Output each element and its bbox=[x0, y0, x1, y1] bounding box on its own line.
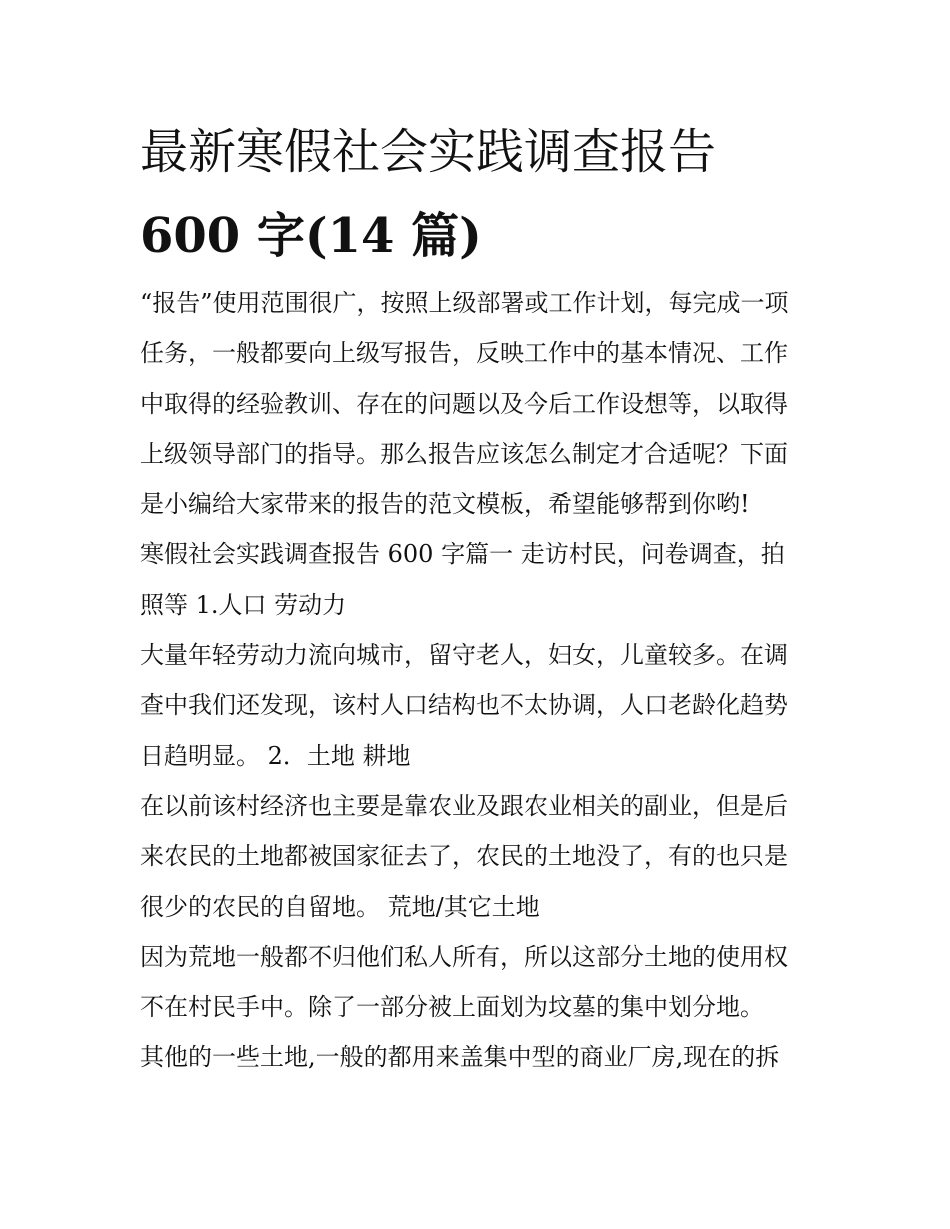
body-line-12: 来农民的土地都被国家征去了，农民的土地没了，有的也只是 bbox=[140, 842, 788, 871]
document-body bbox=[140, 278, 812, 1083]
body-line-3: 中取得的经验教训、存在的问题以及今后工作设想等，以取得 bbox=[140, 389, 788, 418]
body-line-2: 任务，一般都要向上级写报告，反映工作中的基本情况、工作 bbox=[140, 339, 788, 368]
body-line-11: 在以前该村经济也主要是靠农业及跟农业相关的副业，但是后 bbox=[140, 791, 788, 820]
body-line-15: 不在村民手中。除了一部分被上面划为坟墓的集中划分地。 bbox=[140, 993, 764, 1022]
body-line-5: 是小编给大家带来的报告的范文模板，希望能够帮到你哟! bbox=[140, 490, 750, 519]
body-line-8: 大量年轻劳动力流向城市，留守老人，妇女，儿童较多。在调 bbox=[140, 641, 788, 670]
body-line-1: “报告”使用范围很广，按照上级部署或工作计划，每完成一项 bbox=[140, 289, 789, 317]
body-line-6: 寒假社会实践调查报告 600 字篇一 走访村民，问卷调查，拍 bbox=[140, 540, 785, 569]
body-line-16: 其他的一些土地,一般的都用来盖集中型的商业厂房,现在的拆 bbox=[140, 1043, 780, 1072]
body-line-9: 查中我们还发现，该村人口结构也不太协调，人口老龄化趋势 bbox=[140, 691, 788, 720]
body-line-4: 上级领导部门的指导。那么报告应该怎么制定才合适呢？下面 bbox=[140, 439, 788, 468]
document-title bbox=[140, 110, 840, 278]
body-line-7: 照等 1.人口 劳动力 bbox=[140, 590, 347, 619]
body-line-13: 很少的农民的自留地。 荒地/其它土地 bbox=[140, 892, 540, 921]
title-line-2: 600 字(14 篇) bbox=[140, 208, 482, 264]
body-line-10: 日趋明显。 2．土地 耕地 bbox=[140, 741, 411, 770]
body-line-14: 因为荒地一般都不归他们私人所有，所以这部分土地的使用权 bbox=[140, 942, 788, 971]
title-line-1: 最新寒假社会实践调查报告 bbox=[140, 124, 717, 180]
